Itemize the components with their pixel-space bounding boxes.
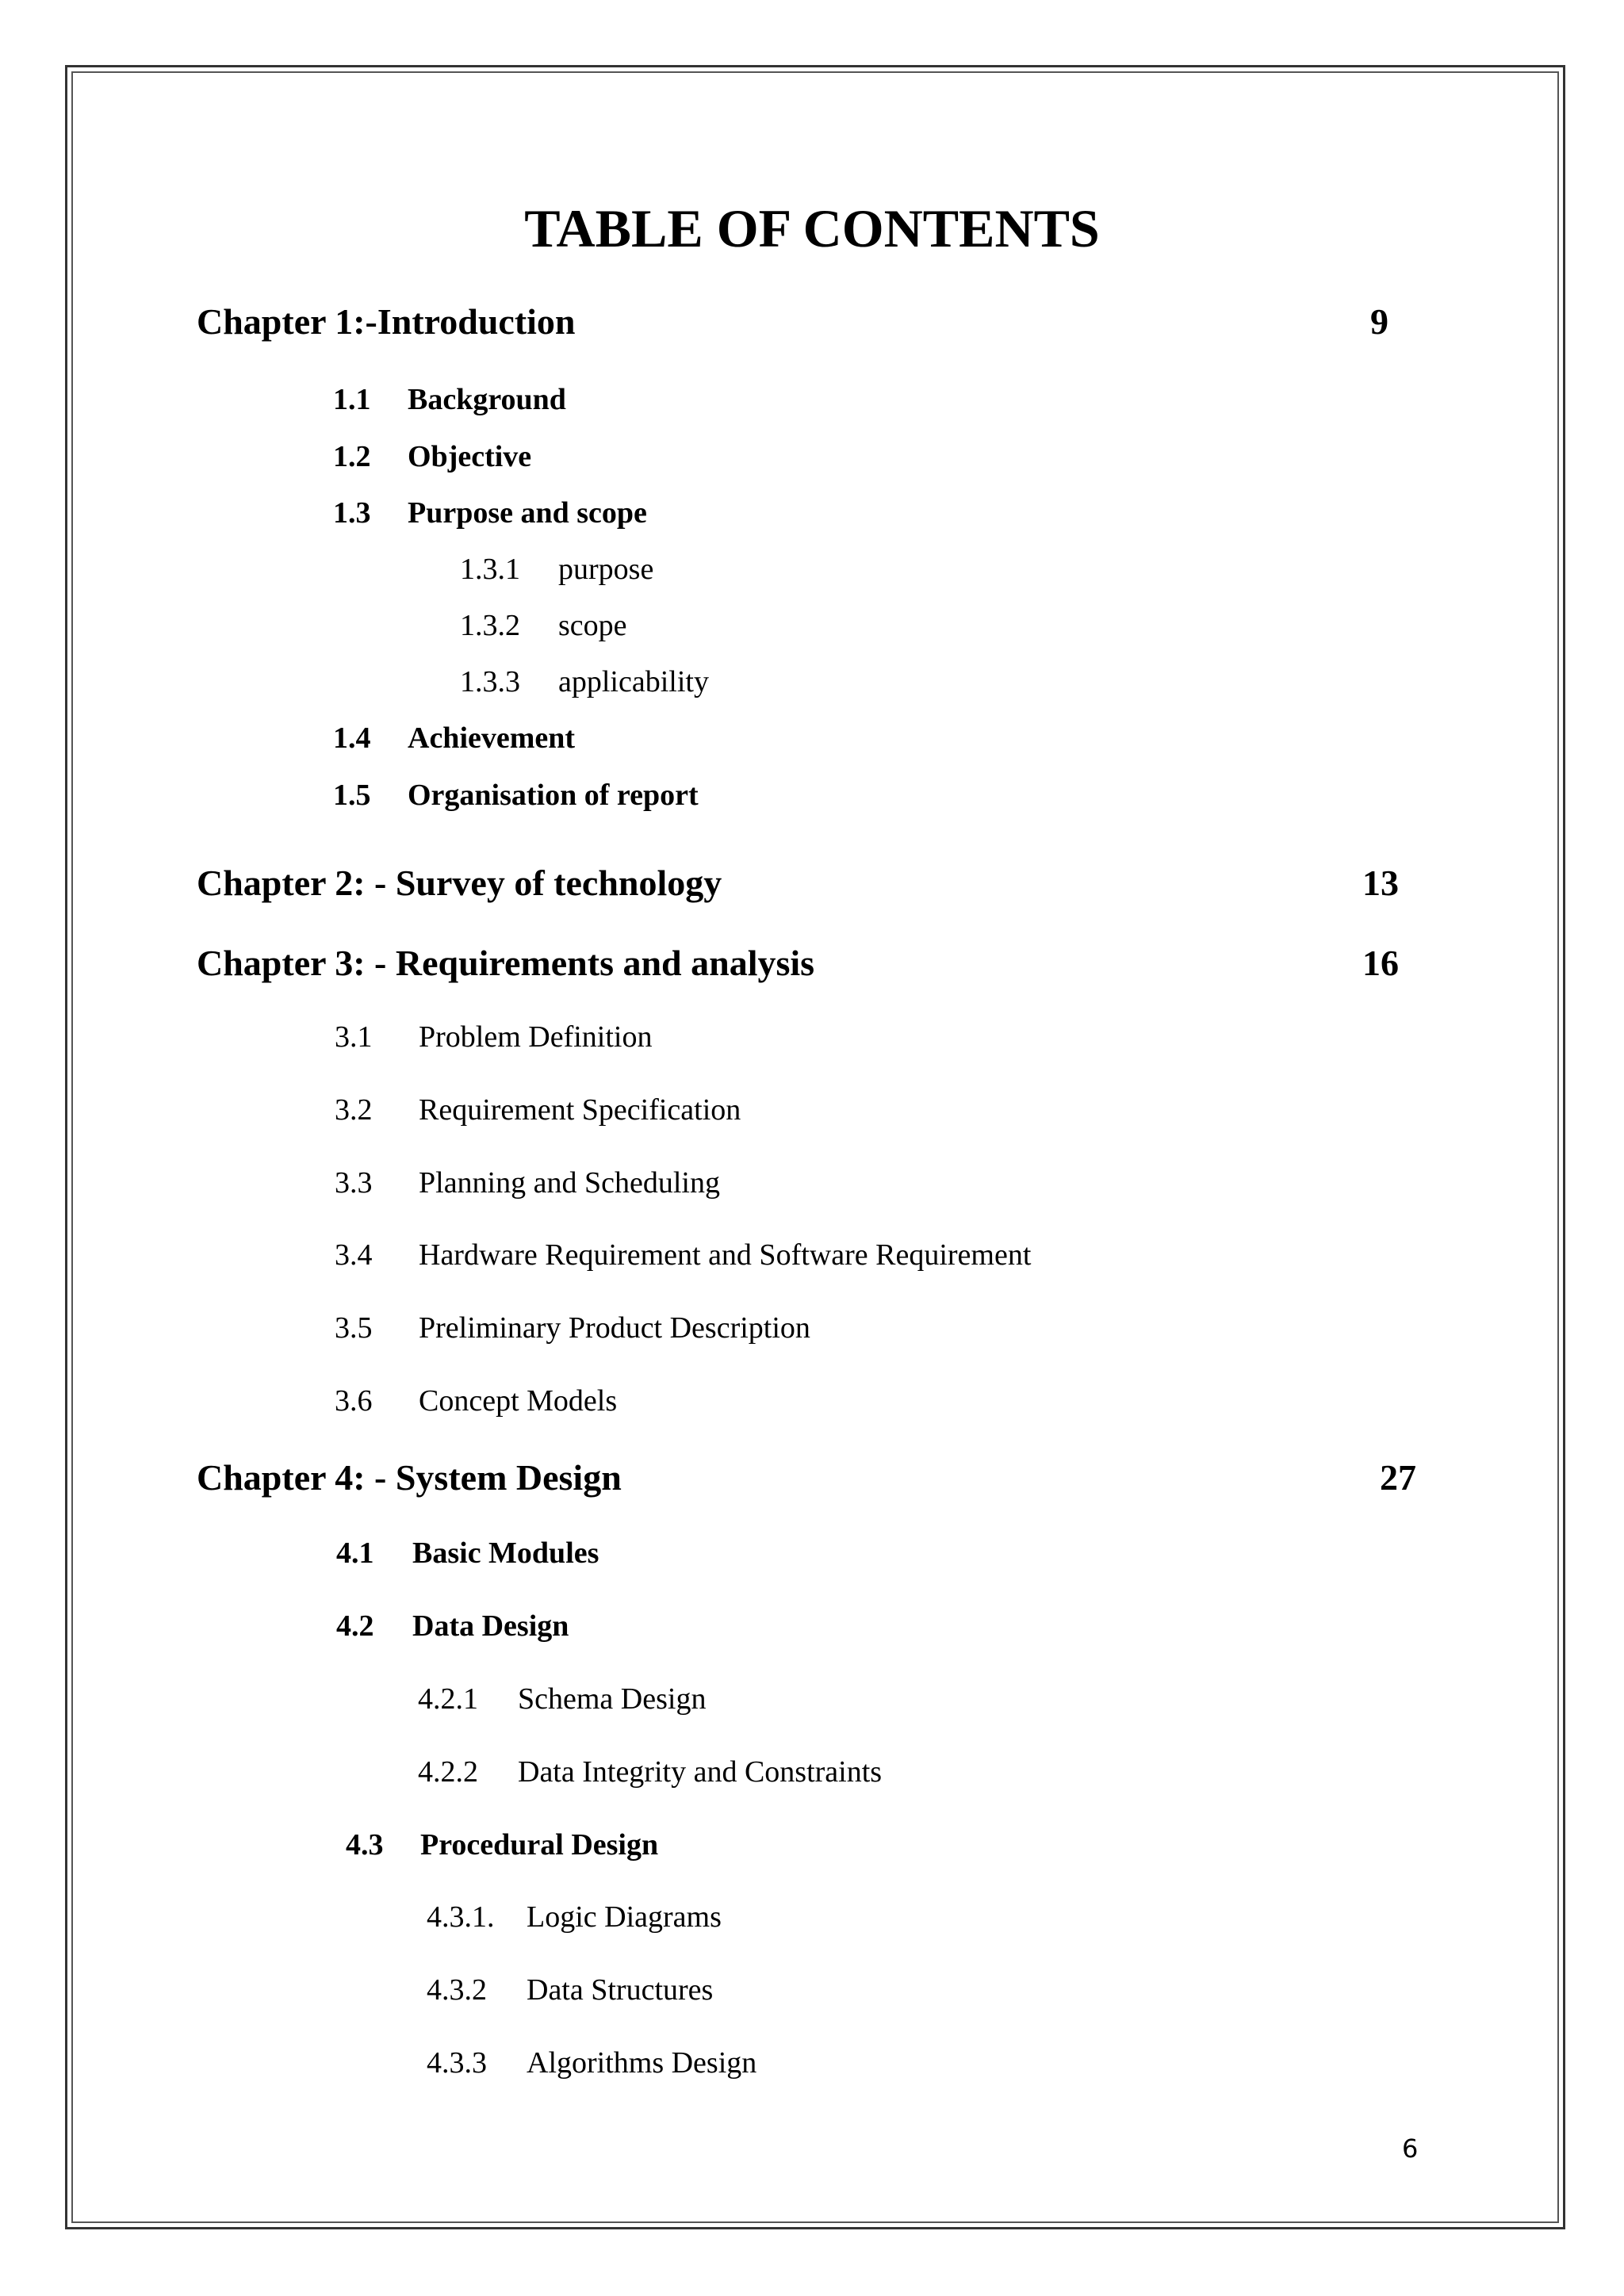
section-number: 3.2 <box>335 1093 373 1127</box>
section-number: 4.3 <box>346 1828 384 1862</box>
chapter-title: Chapter 3: - Requirements and analysis <box>197 943 815 983</box>
section-label: purpose <box>558 553 654 586</box>
section-label: Basic Modules <box>412 1536 599 1570</box>
section-number: 4.2.2 <box>418 1755 478 1789</box>
section-label: Procedural Design <box>420 1828 659 1862</box>
page-number: 6 <box>1402 2133 1419 2164</box>
section-number: 1.3.3 <box>460 665 520 698</box>
chapter-page-number: 16 <box>1362 943 1399 983</box>
section-label: Background <box>408 383 566 416</box>
section-label: Logic Diagrams <box>527 1900 722 1934</box>
chapter-title: Chapter 1:-Introduction <box>197 301 576 342</box>
section-label: applicability <box>558 665 709 698</box>
section-label: Preliminary Product Description <box>419 1311 810 1345</box>
toc-chapter-3[interactable] <box>197 941 1402 985</box>
section-number: 1.4 <box>333 721 371 755</box>
section-number: 3.4 <box>335 1238 373 1272</box>
section-label: Data Integrity and Constraints <box>518 1755 883 1789</box>
section-number: 3.3 <box>335 1166 373 1200</box>
section-label: Achievement <box>408 721 576 755</box>
section-label: Purpose and scope <box>408 496 647 530</box>
section-number: 1.2 <box>333 440 371 473</box>
chapter-page-number: 27 <box>1380 1457 1416 1498</box>
section-label: Problem Definition <box>419 1020 653 1054</box>
chapter-page-number: 13 <box>1362 863 1399 903</box>
section-number: 4.3.3 <box>427 2046 487 2080</box>
toc-chapter-4[interactable] <box>197 1456 1418 1500</box>
section-label: Concept Models <box>419 1384 618 1418</box>
chapter-title: Chapter 2: - Survey of technology <box>197 863 722 903</box>
section-number: 3.5 <box>335 1311 373 1345</box>
section-label: Algorithms Design <box>527 2046 757 2080</box>
section-label: Hardware Requirement and Software Requirement <box>419 1238 1032 1272</box>
toc-chapter-1[interactable] <box>197 300 1402 344</box>
section-number: 1.3.1 <box>460 553 520 586</box>
section-label: Data Structures <box>527 1973 714 2007</box>
section-number: 4.2 <box>336 1609 374 1643</box>
page-title: TABLE OF CONTENTS <box>524 198 1100 258</box>
section-label: scope <box>558 609 627 642</box>
section-number: 4.3.2 <box>427 1973 487 2007</box>
section-label: Schema Design <box>518 1682 707 1716</box>
section-number: 1.3 <box>333 496 371 530</box>
section-number: 4.1 <box>336 1536 374 1570</box>
section-label: Objective <box>408 440 532 473</box>
chapter-title: Chapter 4: - System Design <box>197 1457 622 1498</box>
section-number: 1.3.2 <box>460 609 520 642</box>
section-label: Requirement Specification <box>419 1093 741 1127</box>
section-number: 1.1 <box>333 383 371 416</box>
section-number: 4.3.1. <box>427 1900 495 1934</box>
toc-chapter-2[interactable] <box>197 861 1402 905</box>
section-label: Data Design <box>412 1609 569 1643</box>
section-label: Organisation of report <box>408 779 699 812</box>
chapter-page-number: 9 <box>1370 301 1388 342</box>
section-number: 3.6 <box>335 1384 373 1418</box>
page-border-inner <box>71 71 1559 2223</box>
section-number: 4.2.1 <box>418 1682 478 1716</box>
section-label: Planning and Scheduling <box>419 1166 720 1200</box>
section-number: 1.5 <box>333 779 371 812</box>
section-number: 3.1 <box>335 1020 373 1054</box>
